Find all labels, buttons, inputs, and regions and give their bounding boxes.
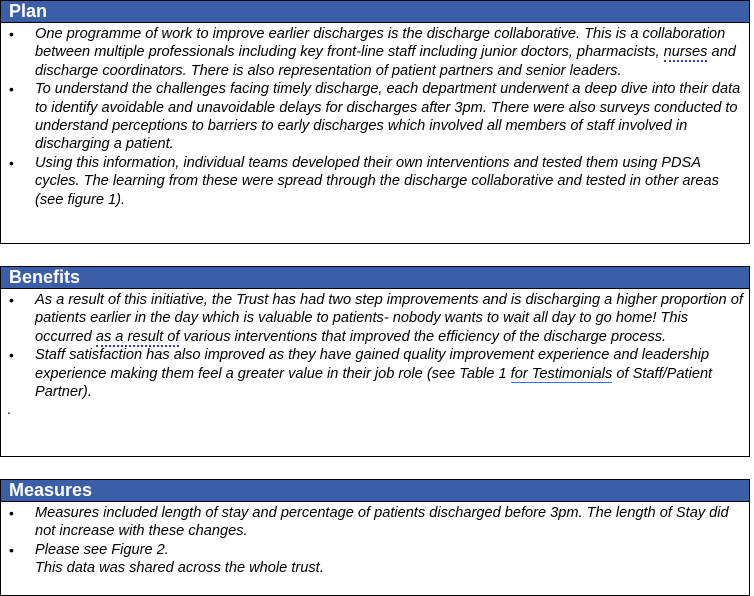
benefits-bullet-1-underlined: as a result of — [95, 328, 180, 345]
benefits-bullet-1-text-a: As a result of this initiative, the Trust has had two step improvements and is discharging a higher proportion of patients earlier in the day which is valuable to patients- nobody wants to wait all day to go home! This occurred — [35, 292, 743, 345]
plan-heading: Plan — [1, 1, 749, 23]
benefits-trailing-dot: . — [7, 401, 11, 418]
benefits-bullet-2-text-b: of Staff/Patient Partner). — [35, 365, 713, 401]
measures-section — [0, 479, 750, 596]
measures-bullet-1: • Measures included length of stay and percentage of patients discharged before 3pm. The length of Stay did not increase with these changes. — [35, 504, 743, 541]
benefits-bullet-1-text-b: various interventions that improved the efficiency of the discharge process. — [179, 328, 667, 345]
benefits-bullet-1 — [35, 291, 743, 346]
measures-list — [1, 502, 749, 559]
measures-bullet-2: • Please see Figure 2. — [35, 541, 743, 559]
measures-continuation: This data was shared across the whole trust. — [35, 560, 324, 577]
benefits-bullet-2 — [35, 346, 743, 401]
benefits-section — [0, 266, 750, 457]
plan-section — [0, 0, 750, 244]
benefits-list — [1, 289, 749, 401]
plan-bullet-1-text-b: and discharge coordinators. There is also representation of patient partners and senior leaders. — [35, 44, 736, 79]
plan-list — [1, 23, 749, 209]
plan-bullet-3: • Using this information, individual teams developed their own interventions and tested them using PDSA cycles. The learning from these were spread through the discharge collaborative and tested in other areas (see figure 1). — [35, 154, 743, 209]
benefits-heading: Benefits — [1, 267, 749, 289]
benefits-bullet-2-text-a: Staff satisfaction has also improved as they have gained quality improvement experience and leadership experience making them feel a greater value in their job role (see Table 1 — [35, 347, 710, 382]
benefits-bullet-2-underlined: for Testimonials — [510, 365, 613, 382]
measures-heading: Measures — [1, 480, 749, 502]
plan-bullet-1-text-a: One programme of work to improve earlier discharges is the discharge collaborative. This is a collaboration between multiple professionals including key front-line staff including junior doctors, pharmacists, — [35, 26, 726, 61]
plan-bullet-1-underlined: nurses — [663, 44, 708, 61]
plan-bullet-2: • To understand the challenges facing timely discharge, each department underwent a deep dive into their data to identify avoidable and unavoidable delays for discharges after 3pm. There were also surveys conducted to understand perceptions to barriers to early discharges which involved all members of staff involved in discharging a patient. — [35, 80, 743, 154]
plan-bullet-1 — [35, 25, 743, 80]
